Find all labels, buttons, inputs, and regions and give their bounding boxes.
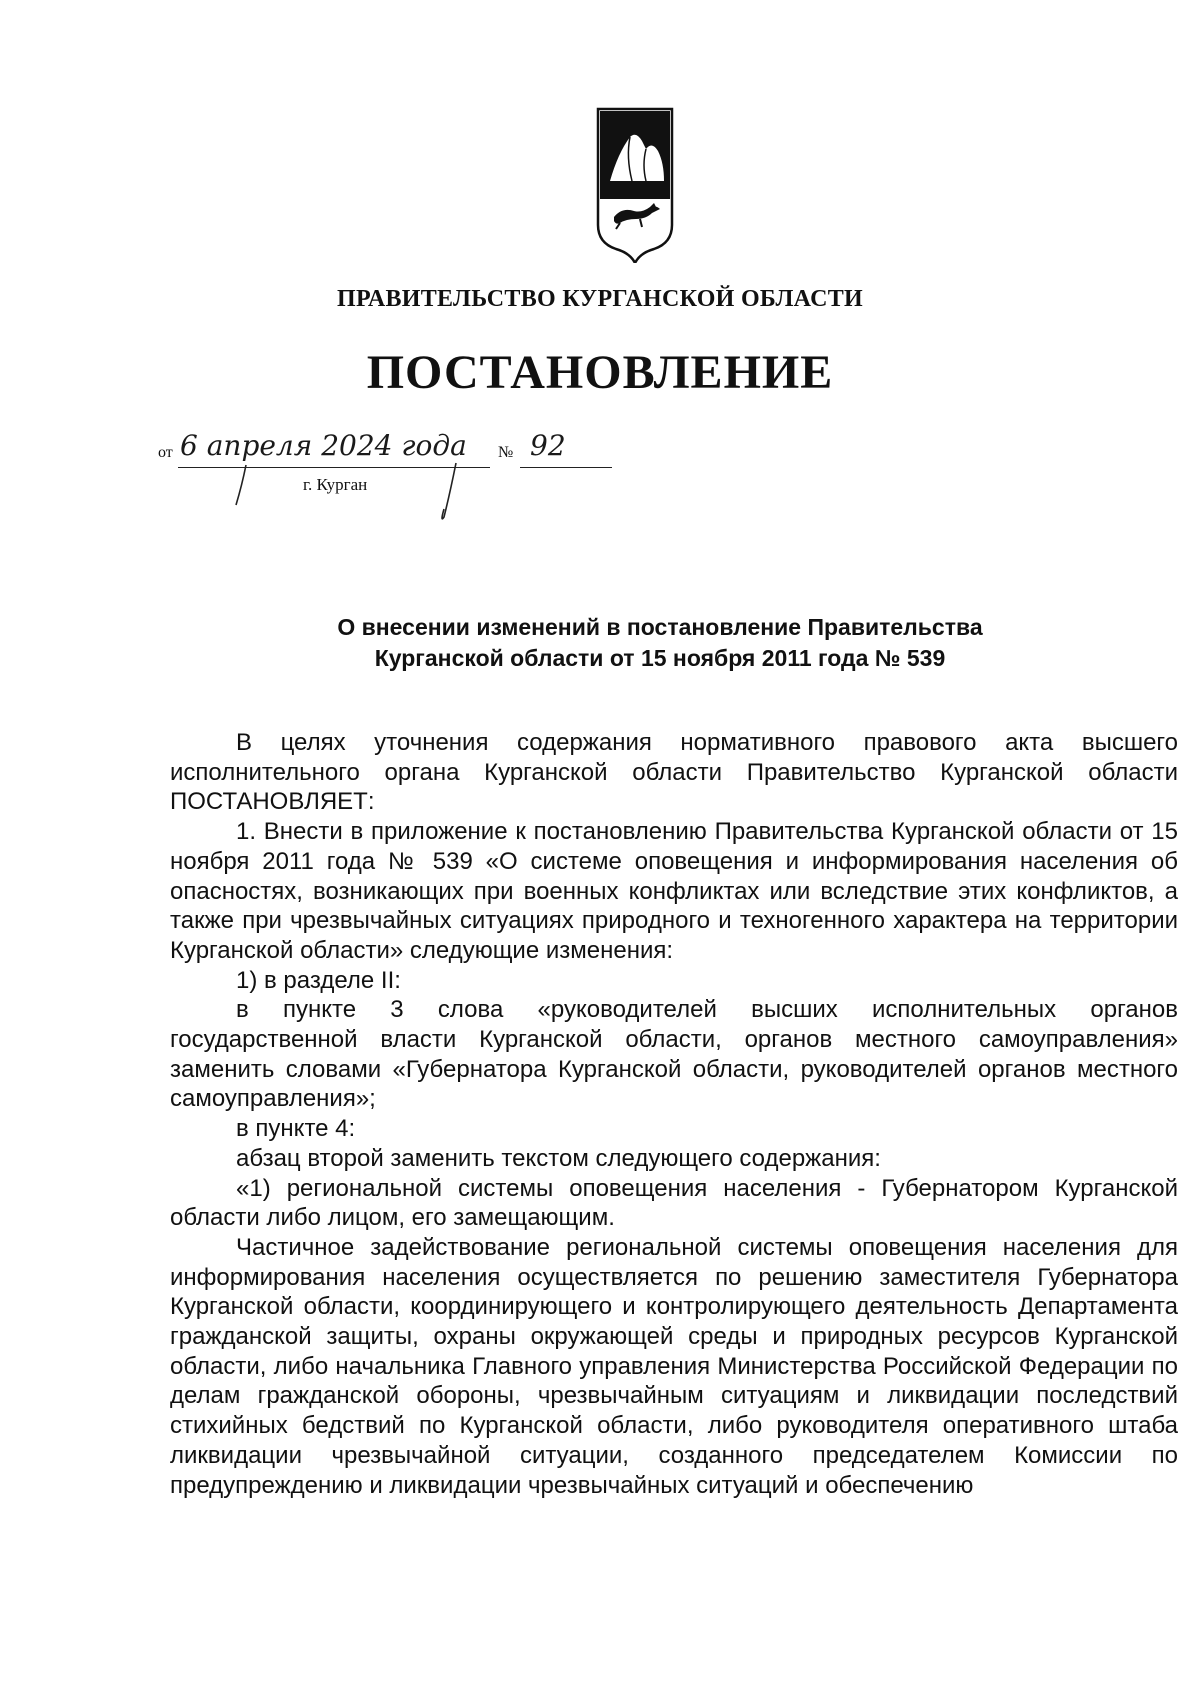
from-label: от — [158, 444, 173, 461]
handwriting-strokes — [158, 435, 678, 525]
paragraph-second-abzac: абзац второй заменить текстом следующего содержания: — [236, 1144, 881, 1172]
document-title — [160, 612, 1160, 674]
paragraph-section-2: 1) в разделе II: — [236, 966, 401, 994]
paragraph-regional-system: «1) региональной системы оповещения населения - Губернатором Курганской области либо лицом, его замещающим. — [170, 1174, 1178, 1232]
paragraph-point-4: в пункте 4: — [236, 1115, 356, 1143]
organization-name: ПРАВИТЕЛЬСТВО КУРГАНСКОЙ ОБЛАСТИ — [336, 286, 864, 312]
issue-date-line — [158, 429, 678, 525]
paragraph-partial-activation: Частичное задействование региональной системы оповещения населения для информирования населения осуществляется по решению заместителя Губернатора Курганской области, координирующего и контролирующего деятельность Департамента гражданской защиты, охраны окружающей среды и природных ресурсов Курганской области, либо начальника Главного управления Министерства Российской Федерации по делам гражданской обороны, чрезвычайным ситуациям и ликвидации последствий стихийных бедствий по Курганской области, либо руководителя оперативного штаба ликвидации чрезвычайной ситуации, созданного председателем Комиссии по предупреждению и ликвидации чрезвычайных ситуаций и обеспечению — [170, 1233, 1178, 1499]
handwritten-number: 92 — [530, 429, 566, 462]
paragraph-point-3: в пункте 3 слова «руководителей высших исполнительных органов государственной власти Курганской области, органов местного самоуправления» заменить словами «Губернатора Курганской области, руководителей органов местного самоуправления»; — [170, 996, 1178, 1113]
paragraph-item-1: 1. Внести в приложение к постановлению Правительства Курганской области от 15 ноября 2011 года № 539 «О системе оповещения и информирования населения об опасностях, возникающих при военных конфликтах или вследствие этих конфликтов, а также при чрезвычайных ситуациях природного и техногенного характера на территории Курганской области» следующие изменения: — [170, 818, 1178, 964]
document-type-heading: ПОСТАНОВЛЕНИЕ — [366, 346, 834, 399]
paragraph-preamble: В целях уточнения содержания нормативного правового акта высшего исполнительного органа Курганской области Правительство Курганской области ПОСТАНОВЛЯЕТ: — [170, 729, 1178, 816]
coat-of-arms-icon — [596, 107, 674, 263]
handwritten-date: 6 апреля 2024 года — [180, 429, 467, 462]
city-label: г. Курган — [303, 475, 368, 494]
title-line-1: О внесении изменений в постановление Правительства — [337, 614, 983, 640]
number-label: № — [498, 444, 514, 461]
document-body — [170, 728, 1178, 1500]
title-line-2: Курганской области от 15 ноября 2011 года № 539 — [374, 645, 946, 671]
